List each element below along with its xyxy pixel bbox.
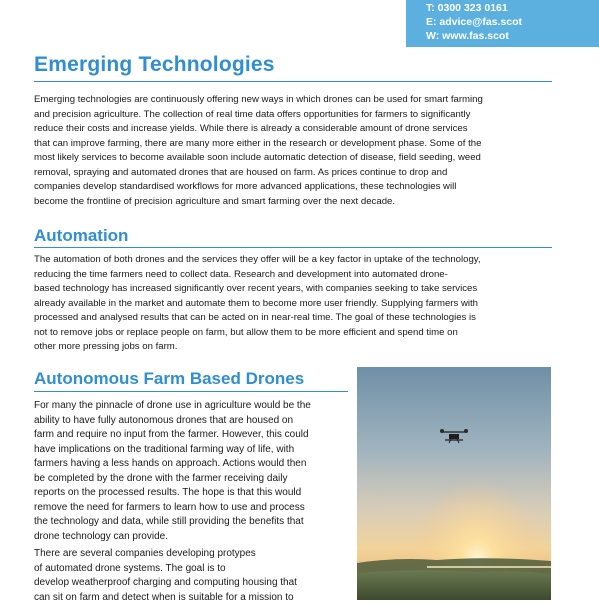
heading-autonomous-drones: Autonomous Farm Based Drones (34, 369, 304, 389)
text-line: drone technology can provide. (34, 530, 311, 545)
heading-rule (34, 247, 552, 248)
text-line: reduce their costs and increase yields. While there is already a considerable amount of drone services (34, 122, 483, 137)
text-line: already available in the market and automate them to become more user friendly. Supplying farmers with (34, 297, 481, 312)
text-line: removal, spraying and automated drones that are housed on farm. As prices continue to drop and (34, 166, 483, 181)
paragraph-autonomous (34, 399, 311, 544)
text-line: Emerging technologies are continuously offering new ways in which drones can be used for smart farming (34, 93, 483, 108)
text-line: based technology has increased significantly over recent years, with companies seeking to take services (34, 282, 481, 297)
text-line: farmers having a less hands on approach. Actions would then (34, 457, 311, 472)
text-line: become the frontline of precision agriculture and smart farming over the next decade. (34, 195, 483, 210)
text-line: that can improve farming, there are many more either in the research or development phase. Some of the (34, 137, 483, 152)
drone-photo (357, 367, 551, 600)
fas-logo-fragment (150, 0, 234, 8)
contact-email[interactable]: E: advice@fas.scot (426, 15, 599, 29)
heading-emerging-technologies: Emerging Technologies (34, 53, 275, 77)
text-line: There are several companies developing protypes (34, 547, 297, 562)
text-line: reducing the time farmers need to collect data. Research and development into automated drone- (34, 268, 481, 283)
text-line: develop weatherproof charging and computing housing that (34, 576, 297, 591)
text-line: the technology and data, while still providing the benefits that (34, 515, 311, 530)
text-line: ability to have fully autonomous drones that are housed on (34, 414, 311, 429)
text-line: be completed by the drone with the farmer receiving daily (34, 472, 311, 487)
text-line: remove the need for farmers to learn how to use and process (34, 501, 311, 516)
text-line: farm and require no input from the farmer. However, this could (34, 428, 311, 443)
text-line: and precision agriculture. The collection of real time data offers opportunities for farmers to significantly (34, 108, 483, 123)
heading-automation: Automation (34, 226, 128, 246)
text-line: have implications on the traditional farming way of life, with (34, 443, 311, 458)
contact-web[interactable]: W: www.fas.scot (426, 29, 599, 43)
heading-rule (34, 391, 348, 392)
contact-phone[interactable]: T: 0300 323 0161 (426, 1, 599, 15)
text-line: other more pressing jobs on farm. (34, 340, 481, 355)
text-line: For many the pinnacle of drone use in agriculture would be the (34, 399, 311, 414)
text-line: not to remove jobs or replace people on farm, but allow them to be more efficient and spend time on (34, 326, 481, 341)
contact-box (406, 0, 599, 47)
text-line: reports on the processed results. The hope is that this would (34, 486, 311, 501)
heading-rule (34, 81, 552, 82)
paragraph-automation (34, 253, 481, 355)
text-line: can sit on farm and detect when is suitable for a mission to (34, 591, 297, 605)
text-line: companies develop standardised workflows for more advanced applications, these technologies will (34, 180, 483, 195)
text-line: processed and analysed results that can be acted on in near-real time. The goal of these technologies is (34, 311, 481, 326)
text-line: most likely services to become available soon include automatic detection of disease, field seeding, weed (34, 151, 483, 166)
text-line: The automation of both drones and the services they offer will be a key factor in uptake of the technology, (34, 253, 481, 268)
paragraph-emerging (34, 93, 483, 209)
text-line: of automated drone systems. The goal is to (34, 562, 297, 577)
paragraph-autonomous-2 (34, 547, 297, 605)
